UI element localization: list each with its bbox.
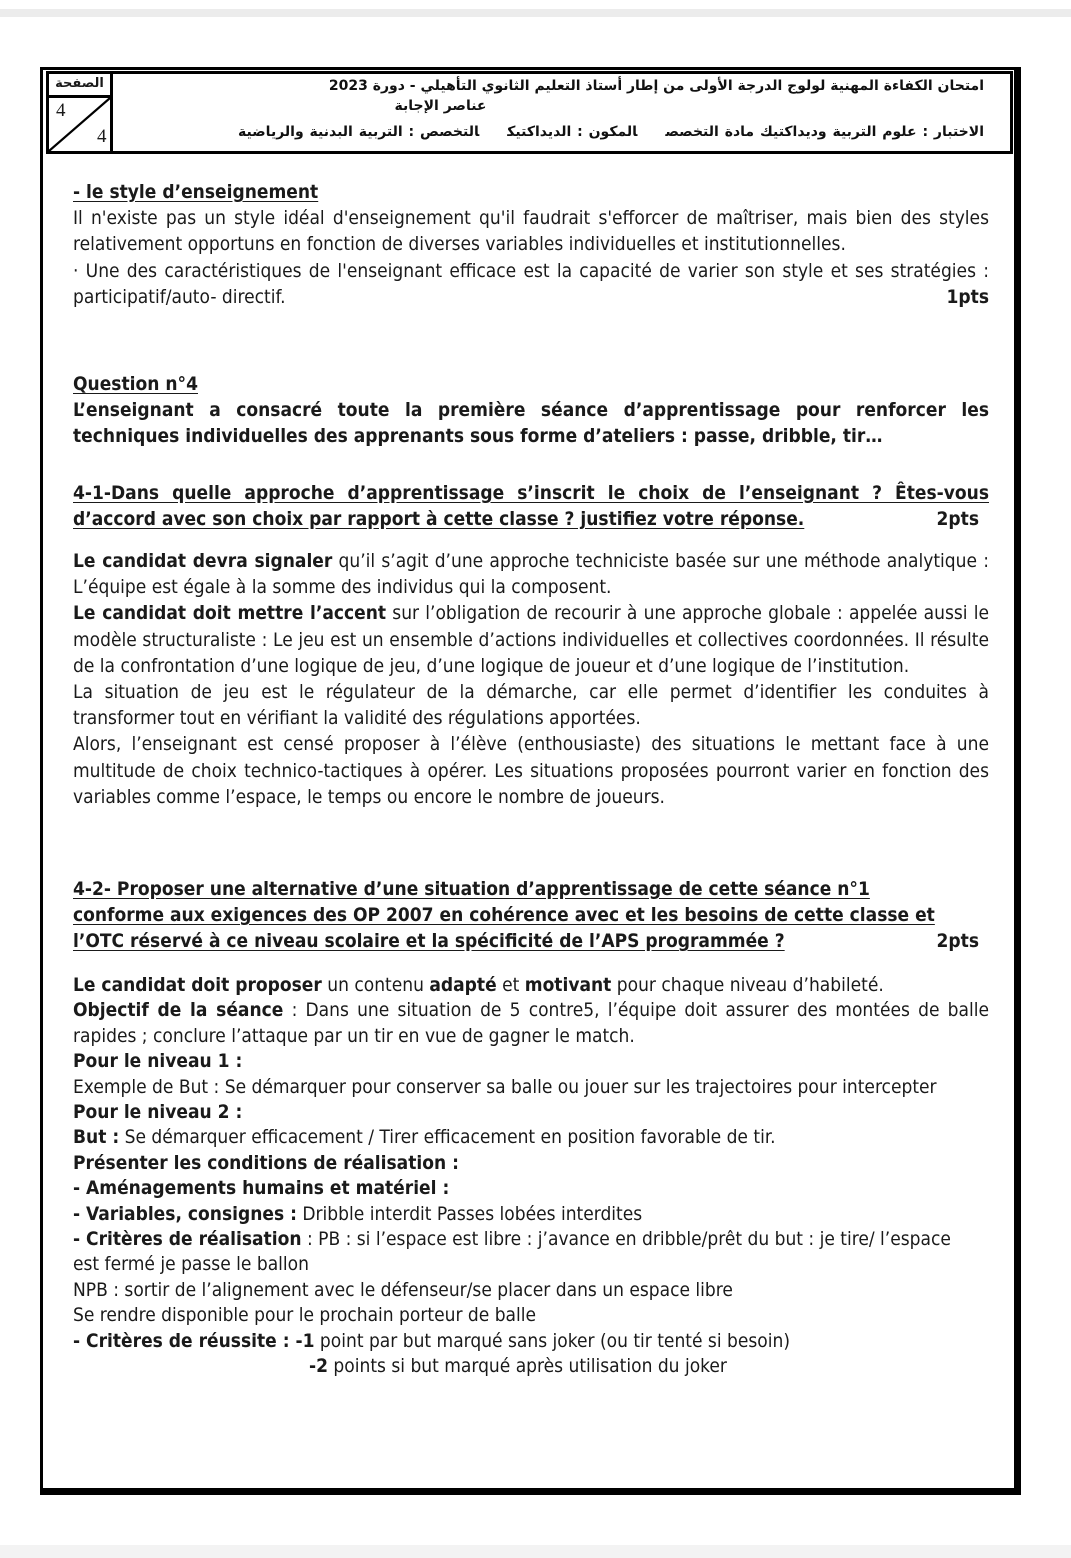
section-question-4 [73,371,989,450]
disponible-line: Se rendre disponible pour le prochain porteur de balle [73,1304,537,1327]
answer-paragraph: Alors, l’enseignant est censé proposer à l’élève (enthousiaste) des situations le mettant face à une multitude de choix technico-tactiques à opérer. Les situations proposées pourront varier en fonction des variables comme l’espace, le temps ou encore le nombre de joueurs. [73,733,989,808]
variables-line: - Variables, consignes : Dribble interdit Passes lobées interdites [73,1202,643,1225]
exam-component: المكون : الديداكتيك [507,124,638,140]
question-statement: L’enseignant a consacré toute la première séance d’apprentissage pour renforcer les techniques individuelles des apprenants sous forme d’ateliers : passe, dribble, tir… [73,399,989,448]
section-question-4-1 [73,480,989,532]
section-teaching-style [73,179,989,310]
level-1-label: Pour le niveau 1 : [73,1050,243,1073]
question-4-1: 4-1-Dans quelle approche d’apprentissage s’inscrit le choix de l’enseignant ? Êtes-vous d’accord avec son choix par rapport à cette classe ? justifiez votre réponse. 2pts [73,480,989,532]
criteres-realisation: - Critères de réalisation : PB : si l’espace est libre : j’avance en dribble/prêt du but : je tire/ l’espace est fermé je passe le ballon [73,1228,951,1276]
answer-paragraph: Le candidat devra signaler qu’il s’agit d’une approche techniciste basée sur une méthode analytique : L’équipe est égale à la somme des individus qui la composent. [73,550,989,599]
bottom-edge-bar [0,1545,1071,1558]
exam-subject: الاختبار : علوم التربية وديداكتيك مادة التخصص [665,124,984,140]
question-heading: Question n°4 [73,373,198,395]
answer-paragraph: La situation de jeu est le régulateur de la démarche, car elle permet d’identifier les conduites à transformer tout en vérifiant la validité des régulations apportées. [73,681,989,730]
criteres-reussite-2: -2 points si but marqué après utilisation du joker [309,1355,727,1378]
exam-specialty: التخصص : التربية البدنية والرياضية [237,124,480,140]
question-4-2-line: conforme aux exigences des OP 2007 en cohérence avec et les besoins de cette classe et [73,904,935,927]
section-question-4-2 [73,876,989,955]
page-total: 4 [97,126,107,147]
section-heading: - le style d’enseignement [73,181,319,203]
page-counter-box [49,74,113,151]
criteres-reussite: - Critères de réussite : -1 point par but marqué sans joker (ou tir tenté si besoin) [73,1329,791,1352]
paragraph: · Une des caractéristiques de l'enseignant efficace est la capacité de varier son style et ses stratégies : participatif/auto- directif. 1pts [73,258,989,310]
npb-line: NPB : sortir de l’alignement avec le défenseur/se placer dans un espace libre [73,1278,733,1301]
exam-title: امتحان الكفاءة المهنية لولوج الدرجة الأولى من إطار أستاذ التعليم الثانوي التأهيلي - دورة 2023 [328,78,984,94]
answer-4-1 [73,548,989,810]
points-badge: 2pts [936,508,979,531]
points-badge: 2pts [936,930,979,953]
points-badge: 1pts [946,285,989,308]
conditions-label: Présenter les conditions de réalisation : [73,1151,459,1174]
session-objective: Objectif de la séance : Dans une situation de 5 contre5, l’équipe doit assurer des montées de balle rapides ; conclure l’attaque par un tir en vue de gagner le match. [73,999,990,1047]
answer-4-2 [73,973,989,1380]
page-current: 4 [56,100,66,121]
level-1-text: Exemple de But : Se démarquer pour conserver sa balle ou jouer sur les trajectoires pour intercepter [73,1075,937,1098]
question-4-2: 4-2- Proposer une alternative d’une situation d’apprentissage de cette séance n°1 [73,878,870,900]
page-label: الصفحة [49,74,110,98]
level-2-label: Pour le niveau 2 : [73,1101,243,1124]
exam-details [210,124,984,140]
question-4-2-line: l’OTC réservé à ce niveau scolaire et la spécificité de l’APS programmée ? 2pts [73,928,989,954]
header-titles [119,74,1002,151]
answer-intro: Le candidat doit proposer un contenu adapté et motivant pour chaque niveau d’habileté. [73,974,884,996]
top-edge-bar [0,9,1071,17]
paragraph: Il n'existe pas un style idéal d'enseignement qu'il faudrait s'efforcer de maîtriser, mais bien des styles relativement opportuns en fonction de diverses variables individuelles et institutionnelles. [73,207,989,256]
exam-header [46,71,1013,154]
answer-paragraph: Le candidat doit mettre l’accent sur l’obligation de recourir à une approche globale : appelée aussi le modèle structuraliste : Le jeu est un ensemble d’actions individuelles et collectives coordonnées. Il résulte de la confrontation d’une logique de jeu, d’une logique de joueur et d’une logique de l’institution. [73,602,989,677]
amenagements-label: - Aménagements humains et matériel : [73,1177,450,1200]
answer-elements-title: عناصر الإجابة [394,98,487,114]
level-2-goal: But : Se démarquer efficacement / Tirer efficacement en position favorable de tir. [73,1126,776,1149]
